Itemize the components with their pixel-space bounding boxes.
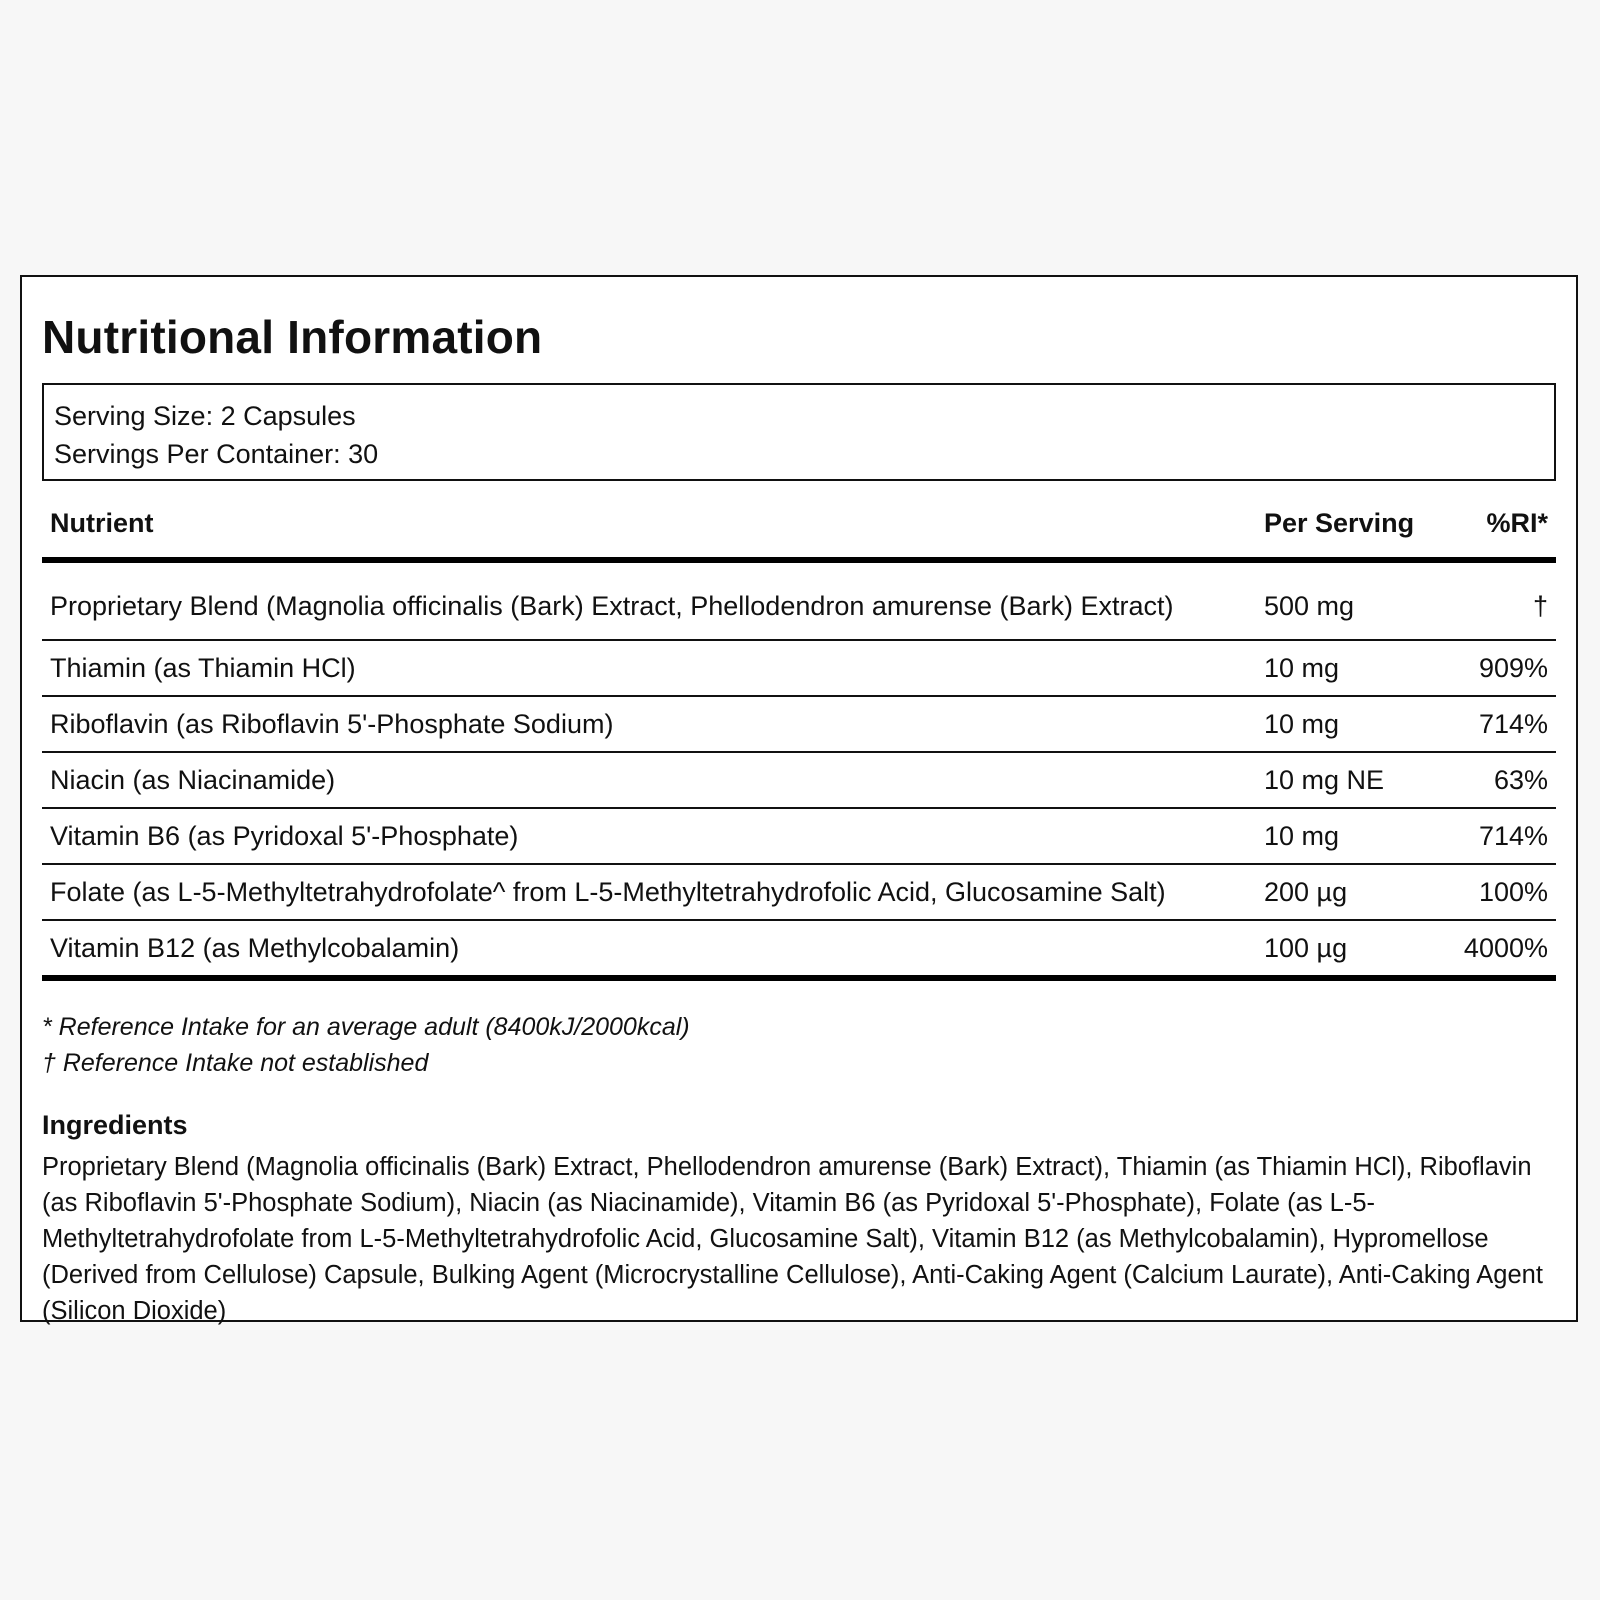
table-row [42, 696, 1556, 752]
footnotes [42, 1009, 1556, 1081]
nutrient-name: Proprietary Blend (Magnolia officinalis (Bark) Extract, Phellodendron amurense (Bark) Extract) [42, 560, 1256, 640]
footnote-reference-intake: * Reference Intake for an average adult (8400kJ/2000kcal) [42, 1013, 690, 1041]
servings-per-container: Servings Per Container: 30 [54, 439, 379, 469]
header-nutrient: Nutrient [42, 503, 1256, 560]
nutrient-amount: 200 µg [1256, 864, 1446, 920]
nutrient-amount: 500 mg [1256, 560, 1446, 640]
ingredients-text: Proprietary Blend (Magnolia officinalis (Bark) Extract, Phellodendron amurense (Bark) Extract), Thiamin (as Thiamin HCl), Riboflavin (as Riboflavin 5'-Phosphate Sodium), Niacin (as Niacinamide), Vitamin B6 (as Pyridoxal 5'-Phosphate), Folate (as L-5-Methyltetrahydrofolate from L-5-Methyltetrahydrofolic Acid, Glucosamine Salt), Vitamin B12 (as Methylcobalamin), Hypromellose (Derived from Cellulose) Capsule, Bulking Agent (Microcrystalline Cellulose), Anti-Caking Agent (Calcium Laurate), Anti-Caking Agent (Silicon Dioxide) [42, 1153, 1543, 1325]
table-row [42, 640, 1556, 696]
nutrient-ri: 714% [1446, 808, 1556, 864]
nutrient-name: Vitamin B12 (as Methylcobalamin) [42, 920, 1256, 978]
nutrient-name: Niacin (as Niacinamide) [42, 752, 1256, 808]
nutrient-ri: 4000% [1446, 920, 1556, 978]
nutrient-name: Riboflavin (as Riboflavin 5'-Phosphate Sodium) [42, 696, 1256, 752]
table-row [42, 864, 1556, 920]
nutrient-amount: 10 mg NE [1256, 752, 1446, 808]
nutrient-ri: 100% [1446, 864, 1556, 920]
nutrient-name: Folate (as L-5-Methyltetrahydrofolate^ from L-5-Methyltetrahydrofolic Acid, Glucosamine Salt) [42, 864, 1256, 920]
ingredients-heading: Ingredients [42, 1110, 188, 1140]
nutrient-table [42, 503, 1556, 981]
table-row [42, 560, 1556, 640]
header-ri: %RI* [1446, 503, 1556, 560]
nutrient-ri: 714% [1446, 696, 1556, 752]
table-row [42, 808, 1556, 864]
nutrient-ri: † [1446, 560, 1556, 640]
nutrient-ri: 909% [1446, 640, 1556, 696]
nutrient-amount: 100 µg [1256, 920, 1446, 978]
nutrient-name: Vitamin B6 (as Pyridoxal 5'-Phosphate) [42, 808, 1256, 864]
nutrient-name: Thiamin (as Thiamin HCl) [42, 640, 1256, 696]
serving-size: Serving Size: 2 Capsules [54, 401, 356, 431]
nutrition-panel [20, 275, 1578, 1325]
nutrient-ri: 63% [1446, 752, 1556, 808]
nutrient-amount: 10 mg [1256, 696, 1446, 752]
table-header-row [42, 503, 1556, 560]
nutrient-amount: 10 mg [1256, 808, 1446, 864]
page-title: Nutritional Information [42, 311, 543, 363]
footnote-not-established: † Reference Intake not established [42, 1049, 429, 1077]
serving-info-box [42, 383, 1556, 481]
header-per-serving: Per Serving [1256, 503, 1446, 560]
table-row [42, 920, 1556, 978]
table-row [42, 752, 1556, 808]
nutrient-amount: 10 mg [1256, 640, 1446, 696]
